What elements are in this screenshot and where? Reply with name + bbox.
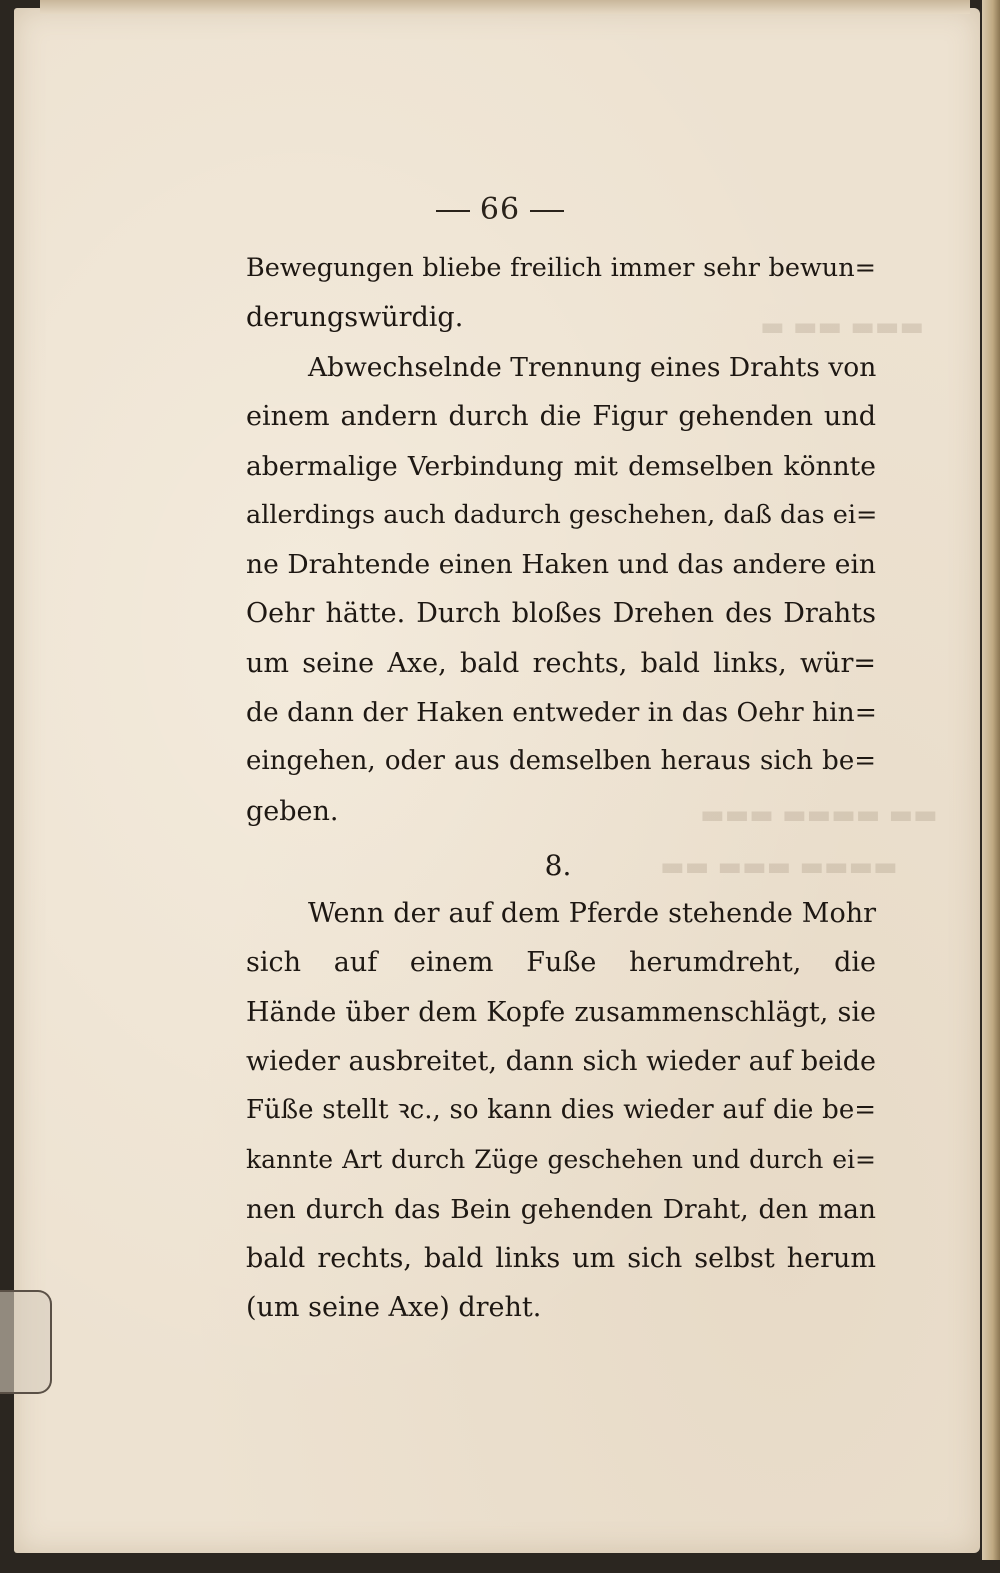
text-line: einem andern durch die Figur gehenden und (246, 401, 876, 433)
paragraph-3 (246, 889, 876, 1333)
paragraph-1 (246, 244, 876, 343)
text-line: nen durch das Bein gehenden Draht, den man (246, 1193, 876, 1225)
page-clip (0, 1290, 52, 1394)
text-line: abermalige Verbindung mit demselben könnte (246, 450, 876, 482)
text-line: Abwechselnde Trennung eines Drahts von (308, 352, 877, 383)
text-line: ne Drahtende einen Haken und das andere ein (246, 549, 876, 581)
text-line: allerdings auch dadurch geschehen, daß das ei= (246, 499, 878, 530)
text-line: kannte Art durch Züge geschehen und durch ei= (246, 1145, 876, 1175)
dash-left (436, 210, 470, 212)
text-line: (um seine Axe) dreht. (246, 1292, 542, 1324)
text-line: sich auf einem Fuße herumdreht, die (246, 947, 876, 979)
text-line: Füße stellt ꝛc., so kann dies wieder auf die be= (246, 1095, 876, 1126)
section-number: 8. (544, 849, 572, 882)
page-number-text: 66 (479, 192, 521, 227)
text-line: Hände über dem Kopfe zusammenschlägt, sie (246, 996, 876, 1028)
show-through-text: ▬▬ ▬▬▬ ▬▬▬▬ (660, 852, 898, 882)
text-line: Oehr hätte. Durch bloßes Drehen des Drahts (246, 598, 876, 630)
text-line: bald rechts, bald links um sich selbst herum (246, 1243, 876, 1275)
page-fore-edge (982, 0, 1000, 1560)
text-line: de dann der Haken entweder in das Oehr hin= (246, 697, 877, 729)
text-line: derungswürdig. (246, 302, 464, 334)
dash-right (530, 210, 564, 212)
page-top-edge (40, 0, 970, 14)
show-through-text: ▬▬▬ ▬▬▬▬ ▬▬ (700, 800, 938, 830)
text-line: Bewegungen bliebe freilich immer sehr bewun= (246, 253, 876, 283)
show-through-text: ▬ ▬▬ ▬▬▬ (760, 312, 924, 342)
text-line: um seine Axe, bald rechts, bald links, wür= (246, 647, 876, 679)
page-number (0, 192, 1000, 227)
paragraph-2 (246, 343, 876, 836)
text-line: eingehen, oder aus demselben heraus sich be= (246, 746, 876, 777)
text-line: Wenn der auf dem Pferde stehende Mohr (308, 898, 876, 929)
text-line: geben. (246, 795, 339, 827)
text-line: wieder ausbreitet, dann sich wieder auf beide (246, 1045, 876, 1077)
